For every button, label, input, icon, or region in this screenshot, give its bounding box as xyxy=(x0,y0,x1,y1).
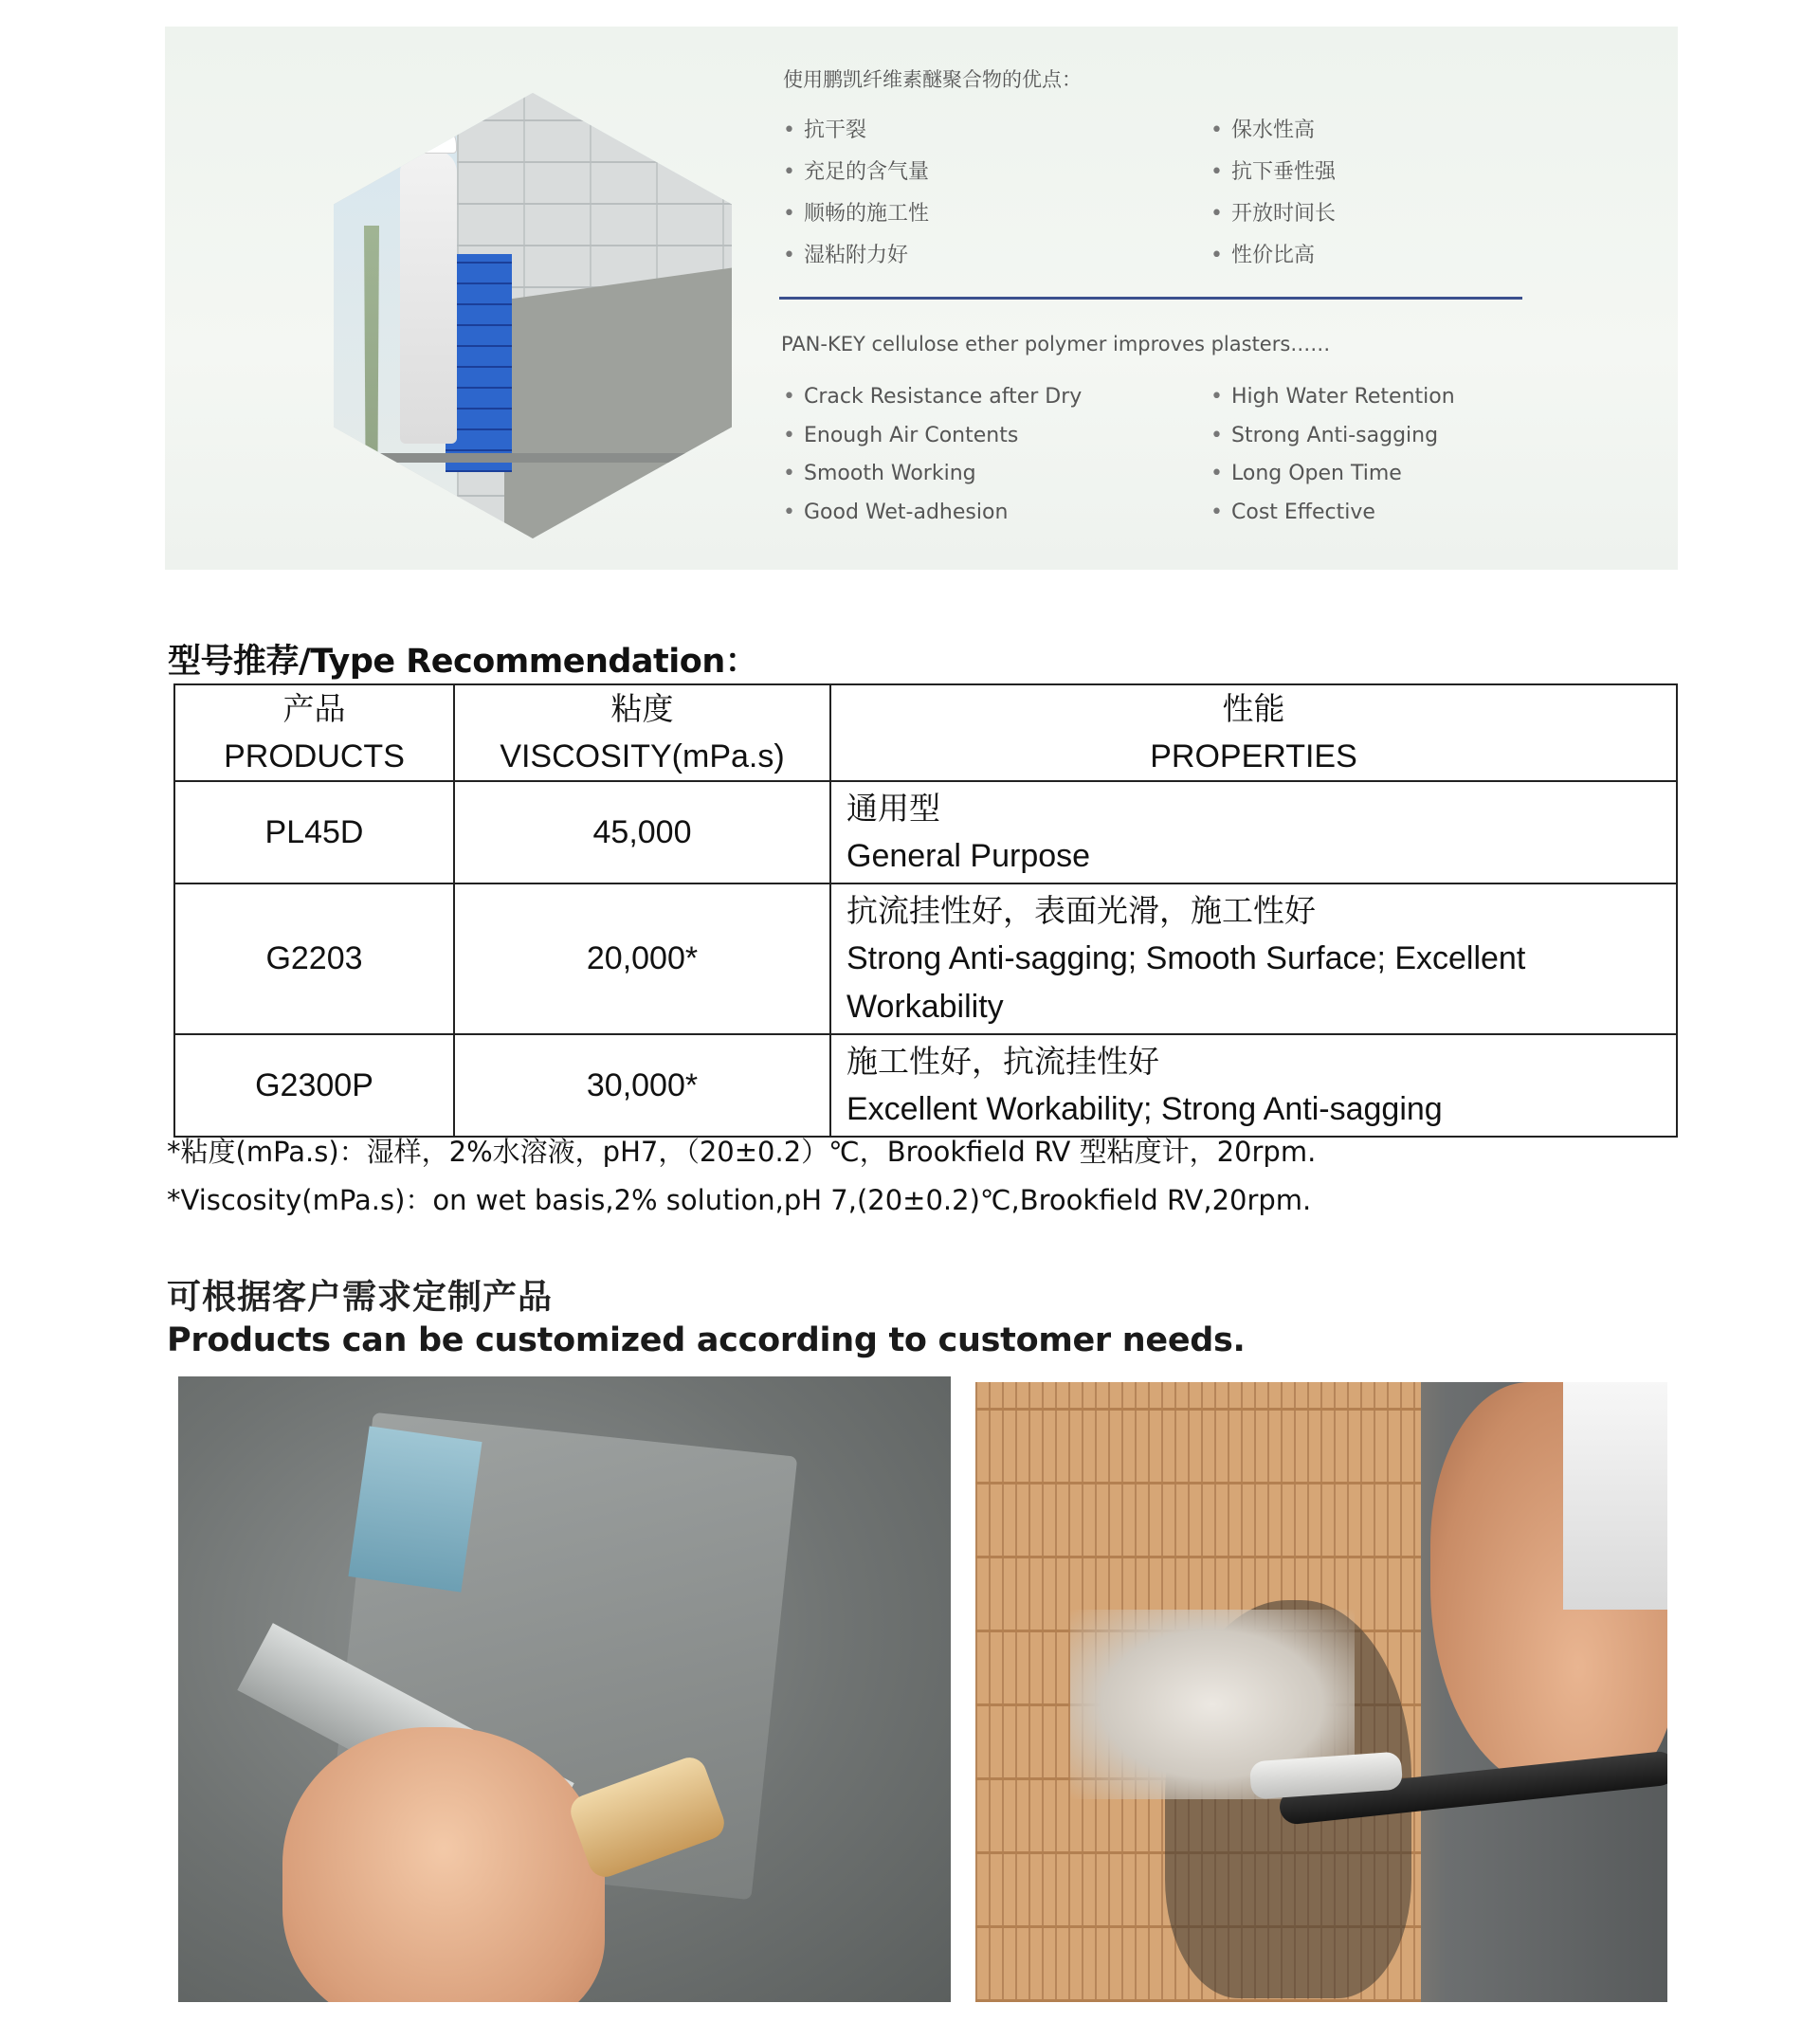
viscosity-note-en: *Viscosity(mPa.s)：on wet basis,2% solution,pH 7,(20±0.2)℃,Brookfield RV,20rpm. xyxy=(167,1184,1312,1216)
type-recommendation-heading: 型号推荐/Type Recommendation： xyxy=(168,643,758,681)
list-item: • Smooth Working xyxy=(783,459,1082,498)
list-item: • 抗干裂 xyxy=(783,116,929,157)
viscosity-cell: 20,000* xyxy=(454,883,830,1034)
list-item: • Long Open Time xyxy=(1210,459,1455,498)
list-item: • 保水性高 xyxy=(1210,116,1336,157)
list-item: • 湿粘附力好 xyxy=(783,241,929,282)
spray-plastering-photo xyxy=(975,1382,1667,2002)
advantages-en-title: PAN-KEY cellulose ether polymer improves plasters…… xyxy=(781,333,1331,355)
viscosity-cell: 45,000 xyxy=(454,781,830,883)
product-cell: G2300P xyxy=(174,1034,454,1137)
list-item: • Enough Air Contents xyxy=(783,421,1082,460)
list-item: • 开放时间长 xyxy=(1210,199,1336,241)
table-row xyxy=(174,781,1677,883)
header-viscosity: 粘度 VISCOSITY(mPa.s) xyxy=(454,684,830,781)
list-item: • Strong Anti-sagging xyxy=(1210,421,1455,460)
product-cell: G2203 xyxy=(174,883,454,1034)
list-item: • High Water Retention xyxy=(1210,382,1455,421)
table-header-row xyxy=(174,684,1677,781)
viscosity-note-cn: *粘度(mPa.s)：湿样，2%水溶液，pH7，（20±0.2）℃，Brookfield RV 型粘度计，20rpm. xyxy=(167,1136,1317,1168)
advantages-en-left-list xyxy=(783,382,1082,536)
list-item: • Good Wet-adhesion xyxy=(783,498,1082,537)
list-item: • Crack Resistance after Dry xyxy=(783,382,1082,421)
table-row xyxy=(174,1034,1677,1137)
list-item: • 性价比高 xyxy=(1210,241,1336,282)
list-item: • 充足的含气量 xyxy=(783,157,929,199)
advantages-cn-right-list xyxy=(1210,116,1336,282)
properties-cell: 抗流挂性好，表面光滑，施工性好 Strong Anti-sagging; Smooth Surface; Excellent Workability xyxy=(830,883,1677,1034)
recommendation-table xyxy=(173,683,1678,1138)
customization-cn-heading: 可根据客户需求定制产品 xyxy=(167,1278,554,1317)
advantages-cn-left-list xyxy=(783,116,929,282)
divider xyxy=(779,297,1522,300)
advantages-cn-title: 使用鹏凯纤维素醚聚合物的优点： xyxy=(783,68,1082,91)
properties-cell: 通用型 General Purpose xyxy=(830,781,1677,883)
header-properties: 性能 PROPERTIES xyxy=(830,684,1677,781)
list-item: • Cost Effective xyxy=(1210,498,1455,537)
trowel-plastering-photo xyxy=(178,1376,951,2002)
header-products: 产品 PRODUCTS xyxy=(174,684,454,781)
list-item: • 顺畅的施工性 xyxy=(783,199,929,241)
plastering-worker-photo xyxy=(334,93,732,538)
properties-cell: 施工性好，抗流挂性好 Excellent Workability; Strong Anti-sagging xyxy=(830,1034,1677,1137)
advantages-en-right-list xyxy=(1210,382,1455,536)
viscosity-cell: 30,000* xyxy=(454,1034,830,1137)
list-item: • 抗下垂性强 xyxy=(1210,157,1336,199)
customization-en-heading: Products can be customized according to customer needs. xyxy=(167,1321,1246,1359)
product-cell: PL45D xyxy=(174,781,454,883)
table-row xyxy=(174,883,1677,1034)
